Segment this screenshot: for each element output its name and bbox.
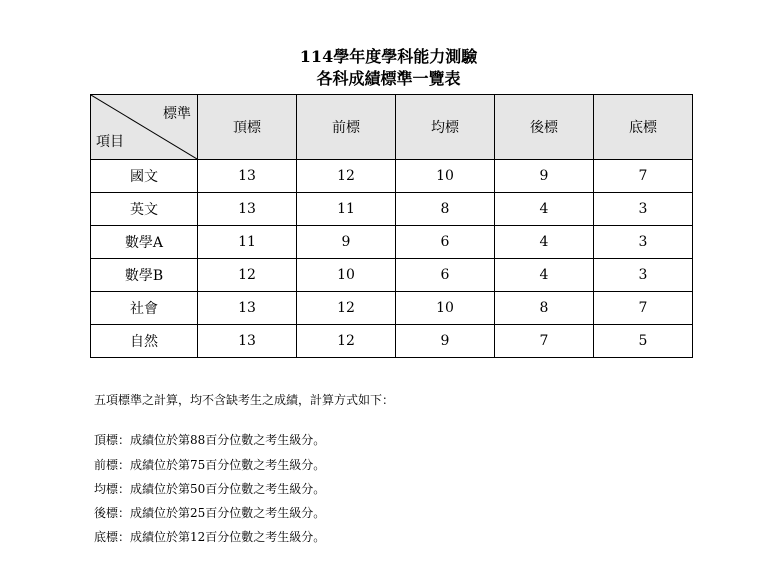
note-bottom-standard: 底標：成績位於第12百分位數之考生級分。 (94, 530, 326, 544)
table-header-row (91, 95, 693, 160)
corner-header-cell (91, 95, 198, 160)
value-cell: 12 (198, 259, 297, 292)
value-cell: 3 (594, 193, 693, 226)
value-cell: 10 (396, 292, 495, 325)
header-average-standard: 均標 (396, 95, 495, 160)
value-cell: 12 (297, 160, 396, 193)
value-cell: 9 (396, 325, 495, 358)
value-cell: 13 (198, 160, 297, 193)
value-cell: 11 (198, 226, 297, 259)
score-standards-table (90, 94, 693, 358)
value-cell: 4 (495, 259, 594, 292)
value-cell: 7 (594, 160, 693, 193)
document-title: 114學年度學科能力測驗 (299, 47, 478, 66)
subject-cell: 社會 (91, 292, 198, 325)
table-row (91, 160, 693, 193)
value-cell: 8 (396, 193, 495, 226)
value-cell: 12 (297, 325, 396, 358)
value-cell: 3 (594, 226, 693, 259)
corner-label-item: 項目 (96, 134, 124, 150)
table-row (91, 193, 693, 226)
subject-cell: 英文 (91, 193, 198, 226)
notes-intro: 五項標準之計算，均不含缺考生之成績，計算方式如下： (94, 393, 395, 407)
table-row (91, 226, 693, 259)
table-row (91, 259, 693, 292)
header-back-standard: 後標 (495, 95, 594, 160)
value-cell: 7 (594, 292, 693, 325)
subject-cell: 數學B (91, 259, 198, 292)
value-cell: 9 (297, 226, 396, 259)
table-row (91, 292, 693, 325)
value-cell: 13 (198, 292, 297, 325)
subject-cell: 數學A (91, 226, 198, 259)
value-cell: 11 (297, 193, 396, 226)
table-row (91, 325, 693, 358)
value-cell: 10 (297, 259, 396, 292)
value-cell: 6 (396, 259, 495, 292)
value-cell: 6 (396, 226, 495, 259)
value-cell: 10 (396, 160, 495, 193)
corner-label-standard: 標準 (163, 106, 191, 122)
value-cell: 7 (495, 325, 594, 358)
note-back-standard: 後標：成績位於第25百分位數之考生級分。 (94, 506, 326, 520)
value-cell: 12 (297, 292, 396, 325)
value-cell: 4 (495, 226, 594, 259)
header-bottom-standard: 底標 (594, 95, 693, 160)
note-average-standard: 均標：成績位於第50百分位數之考生級分。 (94, 482, 326, 496)
value-cell: 5 (594, 325, 693, 358)
value-cell: 4 (495, 193, 594, 226)
note-front-standard: 前標：成績位於第75百分位數之考生級分。 (94, 458, 326, 472)
document-subtitle: 各科成績標準一覽表 (316, 69, 461, 88)
value-cell: 9 (495, 160, 594, 193)
subject-cell: 國文 (91, 160, 198, 193)
value-cell: 3 (594, 259, 693, 292)
value-cell: 13 (198, 325, 297, 358)
header-top-standard: 頂標 (198, 95, 297, 160)
note-top-standard: 頂標：成績位於第88百分位數之考生級分。 (94, 433, 326, 447)
value-cell: 13 (198, 193, 297, 226)
header-front-standard: 前標 (297, 95, 396, 160)
subject-cell: 自然 (91, 325, 198, 358)
value-cell: 8 (495, 292, 594, 325)
